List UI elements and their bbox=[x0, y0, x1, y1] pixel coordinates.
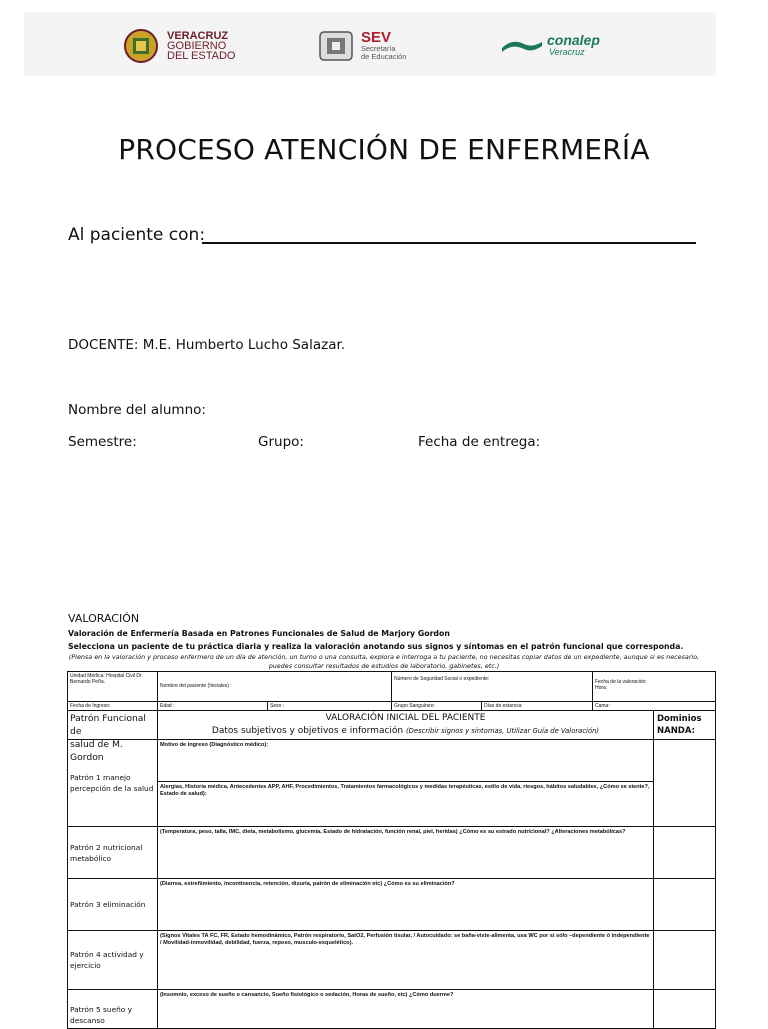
nanda-header-line1: Dominios bbox=[657, 714, 702, 724]
sev-logo-line1: SEV bbox=[361, 29, 392, 46]
pattern-3-text: Patrón 3 eliminación bbox=[70, 900, 146, 909]
assessment-header-note: (Describir signos y síntomas, Utilizar Guía de Valoración) bbox=[406, 727, 600, 735]
conalep-mark-icon bbox=[500, 36, 544, 56]
nanda-header-line2: NANDA: bbox=[657, 726, 695, 736]
sev-logo bbox=[317, 29, 406, 63]
logo-header bbox=[24, 12, 716, 76]
assessment-heading: VALORACIÓN bbox=[68, 612, 140, 625]
pattern-4-prompt-cell[interactable] bbox=[157, 930, 654, 990]
veracruz-logo-line2: GOBIERNO bbox=[167, 40, 227, 52]
assessment-header-line2: Datos subjetivos y objetivos e información bbox=[211, 726, 404, 736]
pattern-column-header bbox=[67, 710, 158, 763]
blood-text: Grupo Sanguíneo: bbox=[394, 703, 435, 709]
semester-label: Semestre: bbox=[68, 434, 137, 450]
pattern-4-prompt: (Signos Vitales TA FC, FR, Estado hemodinámico, Patrón respiratorio, SatO2, Perfusión tisular, / Autocuidado: se baña-viste-alimenta, usa WC por sí sólo –dependiente ó independiente / Movilidad-inmovilidad, debilidad, fuerza, reposo, musculo-esquelético). bbox=[160, 933, 650, 946]
pattern-1-label bbox=[67, 739, 158, 827]
pattern-1-nanda-cell[interactable] bbox=[653, 739, 716, 827]
patient-label: Al paciente con: bbox=[68, 225, 206, 245]
nanda-column-header bbox=[653, 710, 716, 740]
ss-number-text: Número de Seguridad Social o expediente: bbox=[394, 676, 490, 682]
due-date-label: Fecha de entrega: bbox=[418, 434, 541, 450]
pattern-2-prompt: (Temperatura, peso, talla, IMC, dieta, metabolismo, glucemia, Estado de hidratación, función renal, piel, heridas) ¿Cómo es su estrado nutricional? ¿Alteraciones metabólicas? bbox=[160, 829, 626, 835]
pattern-4-label bbox=[67, 930, 158, 990]
patient-name-text: Nombre del paciente (Iniciales) : bbox=[160, 683, 232, 689]
patient-blank-line bbox=[202, 242, 696, 244]
pattern-header-line1: Patrón Funcional de bbox=[70, 713, 146, 737]
sev-logo-line3: de Educación bbox=[361, 52, 407, 61]
patient-name-cell bbox=[157, 671, 392, 702]
student-name-label: Nombre del alumno: bbox=[68, 402, 206, 418]
pattern-5-prompt: (Insomnio, exceso de sueño o cansancio, Sueño fisiológico o sedación, Horas de sueño, etc) ¿Cómo duerme? bbox=[160, 992, 454, 998]
veracruz-logo bbox=[121, 29, 235, 63]
assessment-note: (Piensa en la valoración y proceso enfermero de un día de atención, un turno o una consulta, explora e interroga a tu paciente, no necesitas copiar datos de un expediente, aunque si es necesario, puedes consultar resultados de estudios de laboratorio, gabinetes, etc.) bbox=[68, 653, 700, 670]
pattern-5-label bbox=[67, 989, 158, 1029]
conalep-logo-line2: Veracruz bbox=[549, 47, 585, 57]
assessment-date-text: Fecha de la valoración: bbox=[595, 679, 647, 685]
pattern-2-label bbox=[67, 826, 158, 879]
pattern-2-prompt-cell[interactable] bbox=[157, 826, 654, 879]
hour-text: Hora: bbox=[595, 685, 608, 691]
pattern-header-line2: salud de M. Gordon bbox=[70, 739, 123, 763]
veracruz-logo-line3: DEL ESTADO bbox=[167, 50, 236, 62]
unit-text: Unidad Médica: Hospital Civil Dr. Bernardo Peña. bbox=[70, 673, 143, 685]
pattern-5-nanda-cell[interactable] bbox=[653, 989, 716, 1029]
assessment-column-header bbox=[157, 710, 654, 740]
pattern-3-nanda-cell[interactable] bbox=[653, 878, 716, 931]
pattern-3-prompt-cell[interactable] bbox=[157, 878, 654, 931]
veracruz-shield-icon bbox=[121, 29, 161, 63]
sev-logo-line2: Secretaría bbox=[361, 44, 396, 53]
age-text: Edad : bbox=[160, 703, 175, 709]
assessment-date-cell bbox=[592, 671, 716, 702]
pattern-4-text: Patrón 4 actividad y ejercicio bbox=[70, 950, 144, 970]
assessment-header-line1: VALORACIÓN INICIAL DEL PACIENTE bbox=[325, 713, 486, 723]
group-label: Grupo: bbox=[258, 434, 304, 450]
pattern-2-nanda-cell[interactable] bbox=[653, 826, 716, 879]
ss-number-cell bbox=[391, 671, 593, 702]
pattern-3-prompt: (Diarrea, estreñimiento, incontinencia, retención, disuria, patrón de eliminación etc) ¿Cómo es su eliminación? bbox=[160, 881, 455, 887]
pattern-1-prompt2-cell[interactable] bbox=[157, 781, 654, 827]
pattern-1-prompt: Motivo de ingreso (Diagnóstico médico): bbox=[160, 742, 269, 748]
conalep-logo bbox=[500, 34, 600, 57]
pattern-2-text: Patrón 2 nutricional metabólico bbox=[70, 842, 143, 863]
pattern-1-prompt-cell[interactable] bbox=[157, 739, 654, 782]
sex-text: Sexo : bbox=[270, 703, 285, 709]
pattern-3-label bbox=[67, 878, 158, 931]
sev-crest-icon bbox=[317, 29, 355, 63]
unit-cell bbox=[67, 671, 158, 702]
assessment-instruction: Selecciona un paciente de tu práctica diaria y realiza la valoración anotando sus signos y síntomas en el patrón funcional que corresponda. bbox=[68, 642, 684, 651]
pattern-5-text: Patrón 5 sueño y descanso bbox=[70, 1005, 133, 1025]
teacher-text: DOCENTE: M.E. Humberto Lucho Salazar. bbox=[68, 337, 346, 353]
pattern-1-prompt2: Alergias, Historia médica, Antecedentes APP, AHF, Procedimientos, Tratamientos farmacológicos y medidas terapéuticas, estilo de vida, riesgos, hábitos saludables, ¿Cómo se siente?, Estado de salud): bbox=[160, 784, 650, 797]
conalep-logo-line1: conalep bbox=[547, 32, 600, 48]
veracruz-logo-line1: VERACRUZ bbox=[167, 30, 229, 42]
page-title: PROCESO ATENCIÓN DE ENFERMERÍA bbox=[118, 133, 650, 166]
admission-text: Fecha de Ingreso: bbox=[70, 703, 111, 709]
stay-text: Días de estancia: bbox=[484, 703, 523, 709]
pattern-4-nanda-cell[interactable] bbox=[653, 930, 716, 990]
pattern-5-prompt-cell[interactable] bbox=[157, 989, 654, 1029]
pattern-1-text: Patrón 1 manejo percepción de la salud bbox=[70, 773, 154, 793]
assessment-subtitle: Valoración de Enfermería Basada en Patrones Funcionales de Salud de Marjory Gordon bbox=[68, 629, 450, 638]
bed-text: Cama: bbox=[595, 703, 610, 709]
